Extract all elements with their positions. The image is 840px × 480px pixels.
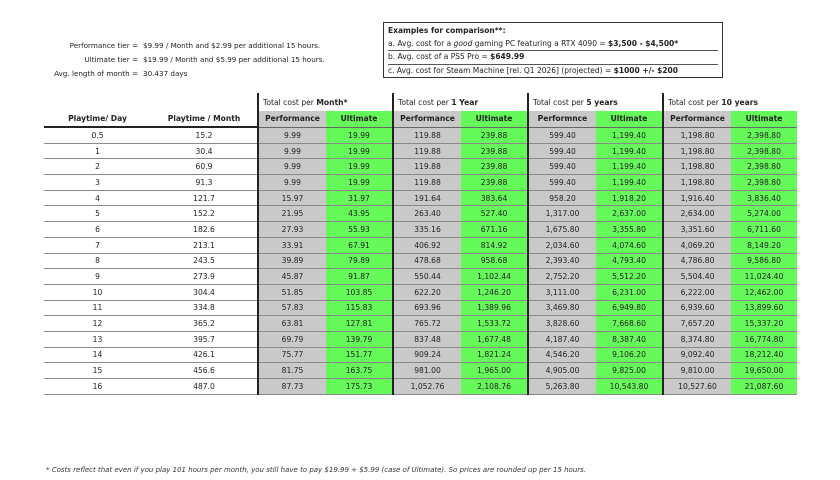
cell-1-year-performance: 550.44 bbox=[393, 269, 461, 285]
cell-10-years-ultimate: 11,024.40 bbox=[731, 269, 797, 285]
cell-month-performance: 21.95 bbox=[258, 206, 326, 222]
cell-10-years-performance: 7,657.20 bbox=[663, 316, 731, 332]
cell-5-years-ultimate: 1,199.40 bbox=[596, 159, 663, 175]
group-header-month: Total cost per Month* bbox=[258, 93, 393, 111]
cell-month-performance: 75.77 bbox=[258, 347, 326, 363]
cell-playtime-month: 243.5 bbox=[151, 253, 258, 269]
group-header-10-years: Total cost per 10 years bbox=[663, 93, 797, 111]
tier-row bbox=[0, 53, 325, 67]
cell-playtime-day: 8 bbox=[44, 253, 151, 269]
cell-10-years-performance: 2,634.00 bbox=[663, 206, 731, 222]
table-row bbox=[44, 363, 797, 379]
cell-month-ultimate: 19.99 bbox=[326, 143, 393, 159]
tier-label: Ultimate tier = bbox=[84, 55, 138, 64]
cell-1-year-performance: 1,052.76 bbox=[393, 379, 461, 395]
cell-month-performance: 27.93 bbox=[258, 222, 326, 238]
cell-10-years-performance: 6,222.00 bbox=[663, 284, 731, 300]
cell-1-year-performance: 406.92 bbox=[393, 237, 461, 253]
cell-month-performance: 9.99 bbox=[258, 143, 326, 159]
col-header-performance: Performance bbox=[393, 111, 461, 127]
group-header-row bbox=[44, 93, 797, 111]
col-header-ultimate: Ultimate bbox=[596, 111, 663, 127]
cell-10-years-ultimate: 6,711.60 bbox=[731, 222, 797, 238]
cell-1-year-ultimate: 239.88 bbox=[461, 159, 528, 175]
cell-5-years-performance: 1,317.00 bbox=[528, 206, 596, 222]
tier-row bbox=[0, 67, 325, 81]
cell-1-year-ultimate: 2,108.76 bbox=[461, 379, 528, 395]
cell-month-ultimate: 163.75 bbox=[326, 363, 393, 379]
cell-10-years-performance: 4,069.20 bbox=[663, 237, 731, 253]
cell-5-years-performance: 2,752.20 bbox=[528, 269, 596, 285]
cell-playtime-month: 121.7 bbox=[151, 190, 258, 206]
table-row bbox=[44, 127, 797, 143]
col-header-ultimate: Ultimate bbox=[461, 111, 528, 127]
cell-1-year-ultimate: 671.16 bbox=[461, 222, 528, 238]
cell-1-year-performance: 335.16 bbox=[393, 222, 461, 238]
cell-playtime-day: 2 bbox=[44, 159, 151, 175]
cell-5-years-ultimate: 8,387.40 bbox=[596, 331, 663, 347]
cell-1-year-ultimate: 1,102.44 bbox=[461, 269, 528, 285]
col-header-playtime-month: Playtime / Month bbox=[151, 111, 258, 127]
cost-table bbox=[44, 93, 797, 395]
example-emphasis: good bbox=[453, 38, 473, 48]
cell-10-years-performance: 9,092.40 bbox=[663, 347, 731, 363]
col-header-performance: Performance bbox=[258, 111, 326, 127]
cell-1-year-performance: 693.96 bbox=[393, 300, 461, 316]
example-text: gaming PC featuring a RTX 4090 = bbox=[472, 38, 609, 48]
table-row bbox=[44, 331, 797, 347]
example-text: c. Avg. cost for Steam Machine [rel. Q1 2026] (projected) = bbox=[388, 65, 614, 75]
cell-5-years-ultimate: 4,074.60 bbox=[596, 237, 663, 253]
cell-playtime-day: 14 bbox=[44, 347, 151, 363]
cell-1-year-ultimate: 1,965.00 bbox=[461, 363, 528, 379]
cell-month-ultimate: 31.97 bbox=[326, 190, 393, 206]
tier-value: 30.437 days bbox=[143, 69, 188, 78]
cell-10-years-performance: 3,351.60 bbox=[663, 222, 731, 238]
cell-10-years-ultimate: 18,212.40 bbox=[731, 347, 797, 363]
example-line bbox=[388, 64, 718, 78]
cell-10-years-ultimate: 9,586.80 bbox=[731, 253, 797, 269]
cell-10-years-performance: 4,786.80 bbox=[663, 253, 731, 269]
cell-10-years-ultimate: 2,398.80 bbox=[731, 143, 797, 159]
cell-5-years-performance: 599.40 bbox=[528, 127, 596, 143]
col-header-playtime-day: Playtime/ Day bbox=[44, 111, 151, 127]
cell-5-years-ultimate: 6,949.80 bbox=[596, 300, 663, 316]
cell-month-ultimate: 91.87 bbox=[326, 269, 393, 285]
column-header-row bbox=[44, 111, 797, 127]
table-row bbox=[44, 237, 797, 253]
col-header-ultimate: Ultimate bbox=[731, 111, 797, 127]
cell-month-performance: 87.73 bbox=[258, 379, 326, 395]
cell-5-years-ultimate: 1,199.40 bbox=[596, 143, 663, 159]
cell-10-years-ultimate: 15,337.20 bbox=[731, 316, 797, 332]
cell-month-performance: 15.97 bbox=[258, 190, 326, 206]
tier-label: Performance tier = bbox=[69, 41, 138, 50]
example-text: b. Avg. cost of a PS5 Pro = bbox=[388, 52, 491, 61]
cell-10-years-ultimate: 2,398.80 bbox=[731, 127, 797, 143]
cell-1-year-performance: 263.40 bbox=[393, 206, 461, 222]
group-header-1-year: Total cost per 1 Year bbox=[393, 93, 528, 111]
cell-5-years-ultimate: 7,668.60 bbox=[596, 316, 663, 332]
table-row bbox=[44, 253, 797, 269]
cell-10-years-performance: 5,504.40 bbox=[663, 269, 731, 285]
cell-playtime-day: 16 bbox=[44, 379, 151, 395]
cell-1-year-performance: 765.72 bbox=[393, 316, 461, 332]
cell-1-year-performance: 478.68 bbox=[393, 253, 461, 269]
group-header-5-years: Total cost per 5 years bbox=[528, 93, 663, 111]
cell-playtime-month: 304.4 bbox=[151, 284, 258, 300]
cell-5-years-ultimate: 5,512.20 bbox=[596, 269, 663, 285]
cell-5-years-ultimate: 1,199.40 bbox=[596, 175, 663, 191]
cell-5-years-ultimate: 2,637.00 bbox=[596, 206, 663, 222]
cell-playtime-month: 487.0 bbox=[151, 379, 258, 395]
cell-month-performance: 45.87 bbox=[258, 269, 326, 285]
table-row bbox=[44, 222, 797, 238]
cell-1-year-ultimate: 814.92 bbox=[461, 237, 528, 253]
cell-5-years-performance: 4,546.20 bbox=[528, 347, 596, 363]
cell-10-years-ultimate: 2,398.80 bbox=[731, 175, 797, 191]
cell-playtime-day: 11 bbox=[44, 300, 151, 316]
tier-value: $9.99 / Month and $2.99 per additional 15 hours. bbox=[143, 41, 321, 50]
cell-month-ultimate: 103.85 bbox=[326, 284, 393, 300]
cell-month-performance: 33.91 bbox=[258, 237, 326, 253]
cell-playtime-month: 395.7 bbox=[151, 331, 258, 347]
cell-playtime-day: 10 bbox=[44, 284, 151, 300]
cell-playtime-day: 6 bbox=[44, 222, 151, 238]
cell-month-ultimate: 19.99 bbox=[326, 159, 393, 175]
cell-month-performance: 9.99 bbox=[258, 175, 326, 191]
example-line bbox=[388, 38, 718, 51]
cell-1-year-ultimate: 527.40 bbox=[461, 206, 528, 222]
table-row bbox=[44, 175, 797, 191]
example-price: $3,500 - $4,500* bbox=[608, 38, 679, 48]
cell-10-years-performance: 1,198.80 bbox=[663, 159, 731, 175]
cell-5-years-performance: 4,905.00 bbox=[528, 363, 596, 379]
cell-5-years-ultimate: 1,918.20 bbox=[596, 190, 663, 206]
cell-5-years-performance: 4,187.40 bbox=[528, 331, 596, 347]
cell-10-years-ultimate: 16,774.80 bbox=[731, 331, 797, 347]
cell-1-year-performance: 119.88 bbox=[393, 175, 461, 191]
cell-playtime-month: 182.6 bbox=[151, 222, 258, 238]
footnote: * Costs reflect that even if you play 101 hours per month, you still have to pay $19.99 + $5.99 (case of Ultimate). So prices are rounded up per 15 hours. bbox=[46, 466, 587, 474]
cell-10-years-ultimate: 19,650.00 bbox=[731, 363, 797, 379]
table-row bbox=[44, 143, 797, 159]
cell-10-years-ultimate: 12,462.00 bbox=[731, 284, 797, 300]
cell-1-year-ultimate: 1,821.24 bbox=[461, 347, 528, 363]
cell-5-years-performance: 3,469.80 bbox=[528, 300, 596, 316]
cell-10-years-ultimate: 21,087.60 bbox=[731, 379, 797, 395]
cell-10-years-performance: 10,527.60 bbox=[663, 379, 731, 395]
cell-10-years-ultimate: 2,398.80 bbox=[731, 159, 797, 175]
cell-10-years-performance: 1,916.40 bbox=[663, 190, 731, 206]
cell-5-years-ultimate: 3,355.80 bbox=[596, 222, 663, 238]
tier-label: Avg. length of month = bbox=[54, 69, 138, 78]
cell-1-year-ultimate: 239.88 bbox=[461, 127, 528, 143]
cell-1-year-performance: 119.88 bbox=[393, 143, 461, 159]
cell-10-years-performance: 1,198.80 bbox=[663, 127, 731, 143]
cell-5-years-ultimate: 1,199.40 bbox=[596, 127, 663, 143]
cell-month-ultimate: 127.81 bbox=[326, 316, 393, 332]
cell-5-years-performance: 2,393.40 bbox=[528, 253, 596, 269]
cell-playtime-month: 30.4 bbox=[151, 143, 258, 159]
cell-month-ultimate: 151.77 bbox=[326, 347, 393, 363]
example-line bbox=[388, 50, 718, 64]
cell-10-years-ultimate: 3,836.40 bbox=[731, 190, 797, 206]
cell-playtime-month: 456.6 bbox=[151, 363, 258, 379]
cell-playtime-day: 13 bbox=[44, 331, 151, 347]
tier-row bbox=[0, 39, 325, 53]
cell-1-year-performance: 909.24 bbox=[393, 347, 461, 363]
cell-1-year-performance: 622.20 bbox=[393, 284, 461, 300]
cell-10-years-performance: 1,198.80 bbox=[663, 143, 731, 159]
cell-month-ultimate: 115.83 bbox=[326, 300, 393, 316]
table-row bbox=[44, 300, 797, 316]
cell-playtime-month: 365.2 bbox=[151, 316, 258, 332]
cell-10-years-ultimate: 13,899.60 bbox=[731, 300, 797, 316]
cell-10-years-ultimate: 8,149.20 bbox=[731, 237, 797, 253]
cell-10-years-performance: 8,374.80 bbox=[663, 331, 731, 347]
cell-month-ultimate: 43.95 bbox=[326, 206, 393, 222]
cell-10-years-performance: 6,939.60 bbox=[663, 300, 731, 316]
empty-header bbox=[44, 93, 151, 111]
cell-month-ultimate: 19.99 bbox=[326, 127, 393, 143]
cell-playtime-day: 9 bbox=[44, 269, 151, 285]
cell-5-years-performance: 2,034.60 bbox=[528, 237, 596, 253]
cell-month-ultimate: 67.91 bbox=[326, 237, 393, 253]
cell-1-year-ultimate: 1,389.96 bbox=[461, 300, 528, 316]
examples-heading: Examples for comparison**: bbox=[388, 26, 506, 35]
cell-5-years-performance: 958.20 bbox=[528, 190, 596, 206]
cell-5-years-ultimate: 6,231.00 bbox=[596, 284, 663, 300]
cell-playtime-day: 15 bbox=[44, 363, 151, 379]
cell-month-performance: 57.83 bbox=[258, 300, 326, 316]
cell-month-performance: 63.81 bbox=[258, 316, 326, 332]
cell-month-ultimate: 55.93 bbox=[326, 222, 393, 238]
cell-5-years-performance: 3,111.00 bbox=[528, 284, 596, 300]
cell-playtime-month: 334.8 bbox=[151, 300, 258, 316]
cell-month-performance: 69.79 bbox=[258, 331, 326, 347]
cell-month-performance: 9.99 bbox=[258, 159, 326, 175]
cell-playtime-month: 426.1 bbox=[151, 347, 258, 363]
cell-1-year-performance: 119.88 bbox=[393, 159, 461, 175]
example-price: $649.99 bbox=[490, 52, 525, 61]
cell-5-years-performance: 5,263.80 bbox=[528, 379, 596, 395]
table-row bbox=[44, 190, 797, 206]
tier-value: $19.99 / Month and $5.99 per additional 15 hours. bbox=[143, 55, 325, 64]
cell-5-years-performance: 3,828.60 bbox=[528, 316, 596, 332]
cell-playtime-month: 15.2 bbox=[151, 127, 258, 143]
cell-1-year-ultimate: 1,677.48 bbox=[461, 331, 528, 347]
table-row bbox=[44, 347, 797, 363]
cell-month-ultimate: 79.89 bbox=[326, 253, 393, 269]
cell-1-year-performance: 191.64 bbox=[393, 190, 461, 206]
cell-5-years-ultimate: 9,106.20 bbox=[596, 347, 663, 363]
col-header-performance: Performnce bbox=[528, 111, 596, 127]
cell-10-years-performance: 1,198.80 bbox=[663, 175, 731, 191]
cell-month-performance: 51.85 bbox=[258, 284, 326, 300]
table-row bbox=[44, 269, 797, 285]
cell-playtime-month: 91.3 bbox=[151, 175, 258, 191]
cell-month-ultimate: 139.79 bbox=[326, 331, 393, 347]
cell-1-year-ultimate: 1,533.72 bbox=[461, 316, 528, 332]
cell-playtime-day: 5 bbox=[44, 206, 151, 222]
cell-month-performance: 39.89 bbox=[258, 253, 326, 269]
cell-1-year-performance: 837.48 bbox=[393, 331, 461, 347]
cell-month-performance: 9.99 bbox=[258, 127, 326, 143]
cell-playtime-day: 4 bbox=[44, 190, 151, 206]
cell-playtime-day: 12 bbox=[44, 316, 151, 332]
col-header-ultimate: Ultimate bbox=[326, 111, 393, 127]
cell-month-performance: 81.75 bbox=[258, 363, 326, 379]
table-row bbox=[44, 379, 797, 395]
cell-playtime-day: 3 bbox=[44, 175, 151, 191]
cell-1-year-ultimate: 239.88 bbox=[461, 175, 528, 191]
empty-header bbox=[151, 93, 258, 111]
cell-5-years-ultimate: 9,825.00 bbox=[596, 363, 663, 379]
cell-1-year-ultimate: 239.88 bbox=[461, 143, 528, 159]
col-header-performance: Performance bbox=[663, 111, 731, 127]
tier-info bbox=[0, 39, 325, 81]
cell-1-year-performance: 119.88 bbox=[393, 127, 461, 143]
cell-1-year-ultimate: 383.64 bbox=[461, 190, 528, 206]
cell-month-ultimate: 19.99 bbox=[326, 175, 393, 191]
cell-playtime-month: 273.9 bbox=[151, 269, 258, 285]
cell-playtime-month: 213.1 bbox=[151, 237, 258, 253]
cell-10-years-performance: 9,810.00 bbox=[663, 363, 731, 379]
cell-5-years-performance: 599.40 bbox=[528, 143, 596, 159]
example-text: a. Avg. cost for a bbox=[388, 38, 454, 48]
cell-5-years-performance: 1,675.80 bbox=[528, 222, 596, 238]
cell-1-year-ultimate: 958.68 bbox=[461, 253, 528, 269]
table-row bbox=[44, 316, 797, 332]
example-price: $1000 +/- $200 bbox=[613, 65, 678, 75]
comparison-examples-box bbox=[383, 22, 723, 78]
cell-1-year-performance: 981.00 bbox=[393, 363, 461, 379]
cell-5-years-performance: 599.40 bbox=[528, 159, 596, 175]
table-row bbox=[44, 206, 797, 222]
cell-playtime-day: 7 bbox=[44, 237, 151, 253]
cell-playtime-month: 152.2 bbox=[151, 206, 258, 222]
cell-playtime-day: 1 bbox=[44, 143, 151, 159]
table-body bbox=[44, 127, 797, 394]
cell-playtime-day: 0.5 bbox=[44, 127, 151, 143]
table-row bbox=[44, 284, 797, 300]
cell-5-years-ultimate: 4,793.40 bbox=[596, 253, 663, 269]
cell-month-ultimate: 175.73 bbox=[326, 379, 393, 395]
cell-playtime-month: 60.9 bbox=[151, 159, 258, 175]
table-row bbox=[44, 159, 797, 175]
cell-1-year-ultimate: 1,246.20 bbox=[461, 284, 528, 300]
cell-10-years-ultimate: 5,274.00 bbox=[731, 206, 797, 222]
cell-5-years-performance: 599.40 bbox=[528, 175, 596, 191]
cell-5-years-ultimate: 10,543.80 bbox=[596, 379, 663, 395]
